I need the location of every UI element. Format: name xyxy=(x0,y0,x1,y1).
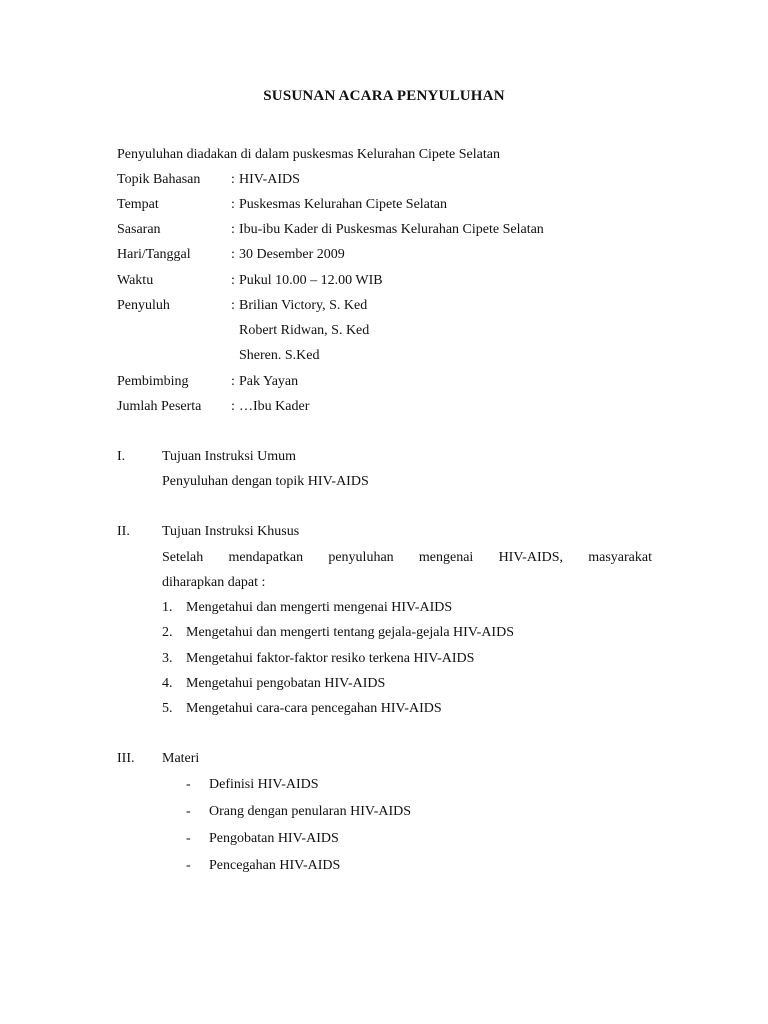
document-title: SUSUNAN ACARA PENYULUHAN xyxy=(263,88,505,104)
list-text: Mengetahui dan mengerti tentang gejala-gejala HIV-AIDS xyxy=(186,625,514,640)
bullet-text: Pencegahan HIV-AIDS xyxy=(209,858,341,873)
info-label: Topik Bahasan xyxy=(117,172,201,187)
list-text: Mengetahui pengobatan HIV-AIDS xyxy=(186,676,386,691)
dash-bullet: - xyxy=(186,777,191,792)
info-label: Hari/Tanggal xyxy=(117,247,191,262)
bullet-item xyxy=(186,803,411,821)
info-colon: : xyxy=(231,222,235,237)
bullet-text: Definisi HIV-AIDS xyxy=(209,777,319,792)
section-2-paragraph-line-1: Setelah mendapatkan penyuluhan mengenai HIV-AIDS, masyarakat xyxy=(162,550,652,565)
section-2-heading: Tujuan Instruksi Khusus xyxy=(162,524,300,539)
list-number: 4. xyxy=(162,676,173,691)
section-1-number: I. xyxy=(117,449,126,464)
info-label: Waktu xyxy=(117,273,154,288)
info-value: 30 Desember 2009 xyxy=(239,247,345,262)
info-colon: : xyxy=(231,273,235,288)
info-colon: : xyxy=(231,197,235,212)
bullet-item xyxy=(186,857,340,875)
info-value: Pukul 10.00 – 12.00 WIB xyxy=(239,273,383,288)
list-item xyxy=(162,700,442,718)
section-1-heading: Tujuan Instruksi Umum xyxy=(162,449,297,464)
info-value: …Ibu Kader xyxy=(239,399,310,414)
bullet-text: Orang dengan penularan HIV-AIDS xyxy=(209,804,412,819)
info-value: Ibu-ibu Kader di Puskesmas Kelurahan Cipete Selatan xyxy=(239,222,544,237)
info-value: Pak Yayan xyxy=(239,374,299,389)
list-text: Mengetahui dan mengerti mengenai HIV-AIDS xyxy=(186,600,453,615)
list-number: 5. xyxy=(162,701,173,716)
section-1-body: Penyuluhan dengan topik HIV-AIDS xyxy=(162,474,369,489)
info-label: Penyuluh xyxy=(117,298,170,313)
list-item xyxy=(162,675,385,693)
dash-bullet: - xyxy=(186,804,191,819)
info-value: Puskesmas Kelurahan Cipete Selatan xyxy=(239,197,448,212)
info-colon: : xyxy=(231,298,235,313)
info-colon: : xyxy=(231,399,235,414)
section-3-number: III. xyxy=(117,751,135,766)
bullet-item xyxy=(186,776,319,794)
info-label: Tempat xyxy=(117,197,159,212)
list-item xyxy=(162,650,474,668)
info-colon: : xyxy=(231,374,235,389)
info-colon: : xyxy=(231,172,235,187)
info-value: Sheren. S.Ked xyxy=(239,348,320,363)
list-number: 1. xyxy=(162,600,173,615)
list-text: Mengetahui cara-cara pencegahan HIV-AIDS xyxy=(186,701,442,716)
bullet-text: Pengobatan HIV-AIDS xyxy=(209,831,339,846)
info-label: Jumlah Peserta xyxy=(117,399,202,414)
info-value: Robert Ridwan, S. Ked xyxy=(239,323,370,338)
dash-bullet: - xyxy=(186,831,191,846)
info-value: HIV-AIDS xyxy=(239,172,300,187)
list-number: 2. xyxy=(162,625,173,640)
info-label: Pembimbing xyxy=(117,374,189,389)
section-2-paragraph-line-2: diharapkan dapat : xyxy=(162,575,266,590)
section-2-number: II. xyxy=(117,524,130,539)
list-number: 3. xyxy=(162,651,173,666)
intro-text: Penyuluhan diadakan di dalam puskesmas Kelurahan Cipete Selatan xyxy=(117,147,500,162)
list-item xyxy=(162,624,514,642)
list-text: Mengetahui faktor-faktor resiko terkena HIV-AIDS xyxy=(186,651,475,666)
info-value: Brilian Victory, S. Ked xyxy=(239,298,368,313)
bullet-item xyxy=(186,830,339,848)
section-3-heading: Materi xyxy=(162,751,200,766)
info-label: Sasaran xyxy=(117,222,161,237)
list-item xyxy=(162,599,452,617)
info-colon: : xyxy=(231,247,235,262)
dash-bullet: - xyxy=(186,858,191,873)
